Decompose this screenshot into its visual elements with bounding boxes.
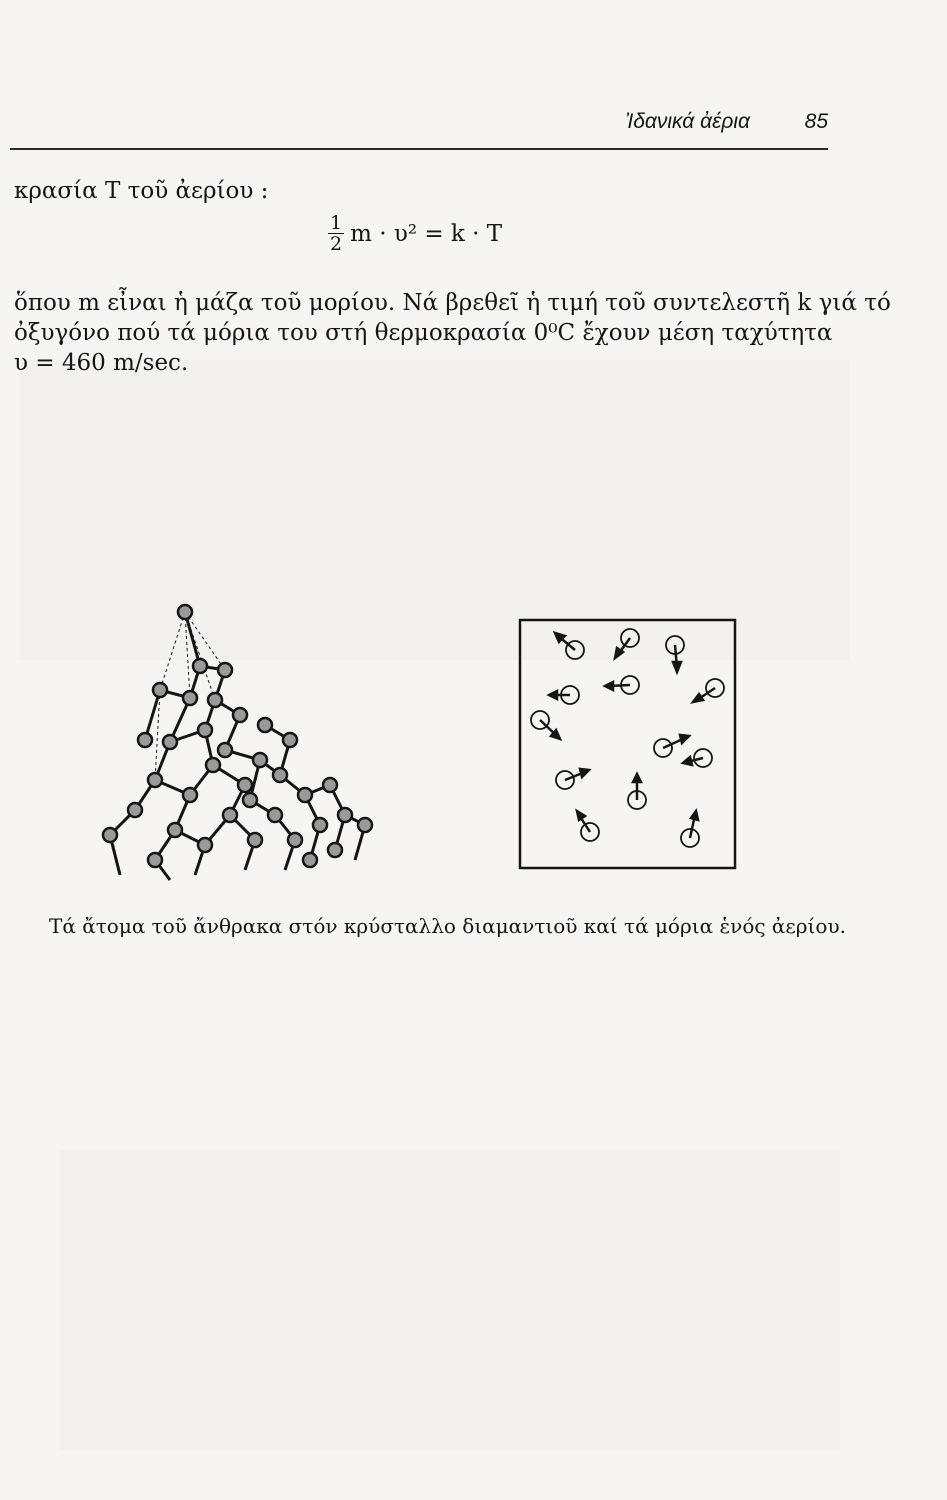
- gas-container-illustration: [520, 620, 735, 868]
- bleed-through-heading: [165, 205, 178, 259]
- section-title: Ἰδανικά ἀέρια: [625, 110, 750, 133]
- fraction: $\frac{1}{2}$: [330, 212, 343, 255]
- paragraph-line: ὀξυγόνο πού τά μόρια του στή θερμοκρασία 0⁰C ἔχουν μέση ταχύτητα: [14, 320, 833, 346]
- page-header: [10, 106, 828, 150]
- text-line: κρασία T τοῦ ἀερίου :: [14, 178, 269, 204]
- equation: [328, 213, 502, 254]
- figure-illustration: [95, 600, 755, 890]
- paragraph-line: ὅπου m εἶναι ἡ μάζα τοῦ μορίου. Νά βρεθεῖ ἡ τιμή τοῦ συντελεστῆ k γιά τό: [14, 290, 891, 316]
- equation-expression: m · υ² = k · T: [350, 220, 503, 247]
- figure-caption: Τά ἄτομα τοῦ ἄνθρακα στόν κρύσταλλο διαμαντιοῦ καί τά μόρια ἑνός ἀερίου.: [49, 914, 846, 938]
- page-number: 85: [804, 110, 828, 133]
- bleed-through-block: [60, 1150, 840, 1450]
- paragraph-line: υ = 460 m/sec.: [14, 350, 189, 376]
